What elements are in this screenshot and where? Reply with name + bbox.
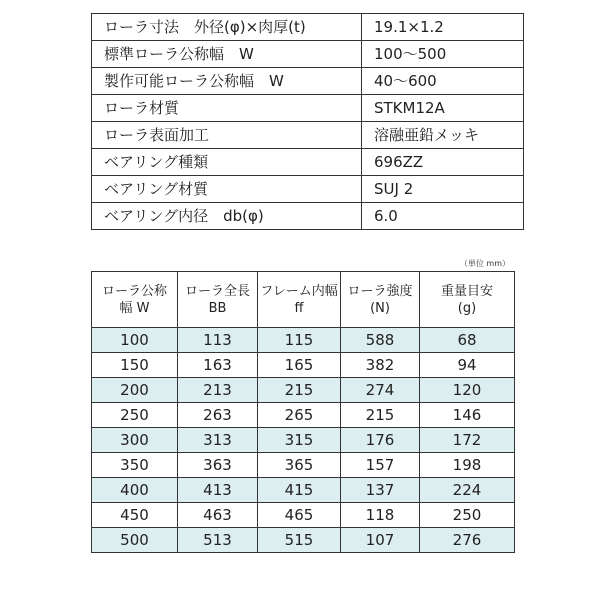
header-nominal-width xyxy=(92,272,178,328)
cell-roller-length: 363 xyxy=(178,453,258,478)
spec-row xyxy=(92,176,524,203)
cell-weight: 198 xyxy=(420,453,515,478)
cell-roller-length: 163 xyxy=(178,353,258,378)
table-row xyxy=(92,428,515,453)
cell-weight: 224 xyxy=(420,478,515,503)
spec-label: ローラ表面加工 xyxy=(92,122,362,149)
spec-row xyxy=(92,41,524,68)
cell-roller-length: 463 xyxy=(178,503,258,528)
cell-frame-width: 165 xyxy=(258,353,341,378)
spec-row xyxy=(92,149,524,176)
header-line: ローラ全長 xyxy=(184,283,250,299)
cell-frame-width: 215 xyxy=(258,378,341,403)
cell-weight: 68 xyxy=(420,328,515,353)
cell-roller-length: 113 xyxy=(178,328,258,353)
data-table xyxy=(91,271,515,553)
spec-row xyxy=(92,203,524,230)
cell-weight: 146 xyxy=(420,403,515,428)
header-line: フレーム内幅 xyxy=(260,283,338,299)
spec-row xyxy=(92,122,524,149)
header-line: 重量目安 xyxy=(440,283,493,299)
cell-nominal-width: 200 xyxy=(92,378,178,403)
spec-label: ベアリング内径 db(φ) xyxy=(92,203,362,230)
cell-roller-length: 513 xyxy=(178,528,258,553)
spec-label: 標準ローラ公称幅 W xyxy=(92,41,362,68)
cell-roller-strength: 215 xyxy=(341,403,420,428)
header-line: ローラ公称 xyxy=(101,283,167,299)
cell-nominal-width: 250 xyxy=(92,403,178,428)
cell-weight: 120 xyxy=(420,378,515,403)
cell-nominal-width: 350 xyxy=(92,453,178,478)
cell-nominal-width: 100 xyxy=(92,328,178,353)
spec-value: 6.0 xyxy=(362,203,524,230)
cell-nominal-width: 400 xyxy=(92,478,178,503)
spec-label: 製作可能ローラ公称幅 W xyxy=(92,68,362,95)
spec-label: ローラ材質 xyxy=(92,95,362,122)
spec-label: ベアリング材質 xyxy=(92,176,362,203)
table-row xyxy=(92,378,515,403)
cell-weight: 172 xyxy=(420,428,515,453)
cell-frame-width: 315 xyxy=(258,428,341,453)
spec-table xyxy=(91,13,524,230)
spec-value: SUJ 2 xyxy=(362,176,524,203)
table-row xyxy=(92,453,515,478)
cell-roller-strength: 118 xyxy=(341,503,420,528)
table-row xyxy=(92,353,515,378)
header-line: ff xyxy=(294,300,304,316)
header-roller-strength xyxy=(341,272,420,328)
spec-value: 溶融亜鉛メッキ xyxy=(362,122,524,149)
cell-roller-length: 313 xyxy=(178,428,258,453)
table-row xyxy=(92,503,515,528)
cell-weight: 250 xyxy=(420,503,515,528)
cell-weight: 276 xyxy=(420,528,515,553)
header-line: 幅 W xyxy=(119,300,150,316)
cell-frame-width: 365 xyxy=(258,453,341,478)
cell-roller-length: 263 xyxy=(178,403,258,428)
cell-nominal-width: 150 xyxy=(92,353,178,378)
spec-row xyxy=(92,68,524,95)
cell-roller-strength: 382 xyxy=(341,353,420,378)
spec-label: ベアリング種類 xyxy=(92,149,362,176)
header-roller-length xyxy=(178,272,258,328)
table-row xyxy=(92,528,515,553)
header-weight xyxy=(420,272,515,328)
cell-roller-strength: 107 xyxy=(341,528,420,553)
cell-roller-strength: 274 xyxy=(341,378,420,403)
spec-row xyxy=(92,95,524,122)
cell-nominal-width: 300 xyxy=(92,428,178,453)
cell-weight: 94 xyxy=(420,353,515,378)
header-line: (g) xyxy=(457,300,477,316)
spec-value: 100〜500 xyxy=(362,41,524,68)
header-line: ローラ強度 xyxy=(347,283,413,299)
cell-nominal-width: 450 xyxy=(92,503,178,528)
cell-frame-width: 515 xyxy=(258,528,341,553)
spec-value: 40〜600 xyxy=(362,68,524,95)
cell-roller-length: 213 xyxy=(178,378,258,403)
spec-value: 696ZZ xyxy=(362,149,524,176)
table-row xyxy=(92,403,515,428)
header-frame-width xyxy=(258,272,341,328)
unit-note: （単位 mm） xyxy=(459,259,510,268)
cell-frame-width: 115 xyxy=(258,328,341,353)
cell-roller-strength: 588 xyxy=(341,328,420,353)
spec-value: 19.1×1.2 xyxy=(362,14,524,41)
header-line: (N) xyxy=(370,300,390,316)
cell-nominal-width: 500 xyxy=(92,528,178,553)
spec-label: ローラ寸法 外径(φ)×肉厚(t) xyxy=(92,14,362,41)
spec-value: STKM12A xyxy=(362,95,524,122)
cell-roller-strength: 176 xyxy=(341,428,420,453)
cell-frame-width: 265 xyxy=(258,403,341,428)
cell-frame-width: 415 xyxy=(258,478,341,503)
table-row xyxy=(92,478,515,503)
cell-roller-strength: 137 xyxy=(341,478,420,503)
cell-roller-length: 413 xyxy=(178,478,258,503)
cell-frame-width: 465 xyxy=(258,503,341,528)
table-row xyxy=(92,328,515,353)
cell-roller-strength: 157 xyxy=(341,453,420,478)
spec-row xyxy=(92,14,524,41)
data-table-header-row xyxy=(92,272,515,328)
header-line: BB xyxy=(208,300,227,316)
